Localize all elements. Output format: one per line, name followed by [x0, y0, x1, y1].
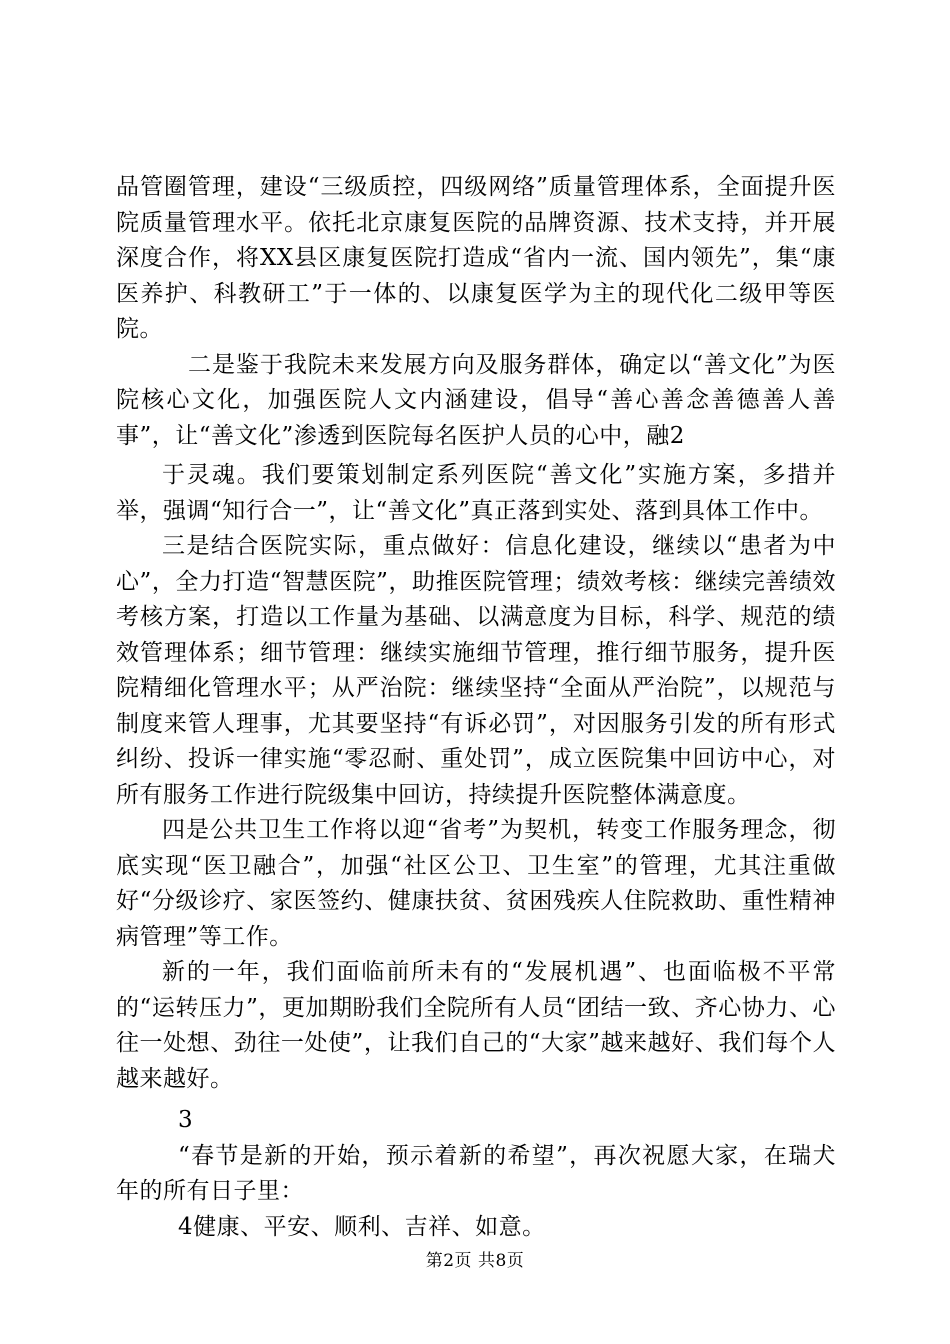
- paragraph-spring-festival: “春节是新的开始，预示着新的希望”，再次祝愿大家，在瑞犬年的所有日子里：: [116, 1142, 836, 1204]
- paragraph-hospital-practice: 三是结合医院实际，重点做好：信息化建设，继续以“患者为中心”，全力打造“智慧医院”，助推医院管理；绩效考核：继续完善绩效考核方案，打造以工作量为基础、以满意度为目标，科学、规范的绩效管理体系；细节管理：继续实施细节管理，推行细节服务，提升医院精细化管理水平；从严治院：继续坚持“全面从严治院”，以规范与制度来管人理事，尤其要坚持“有诉必罚”，对因服务引发的所有形式纠纷、投诉一律实施“零忍耐、重处罚”，成立医院集中回访中心，对所有服务工作进行院级集中回访，持续提升医院整体满意度。: [116, 533, 836, 808]
- paragraph-new-year: 新的一年，我们面临前所未有的“发展机遇”、也面临极不平常的“运转压力”，更加期盼我们全院所有人员“团结一致、齐心协力、心往一处想、劲往一处使”，让我们自己的“大家”越来越好、我们每个人越来越好。: [116, 959, 836, 1092]
- document-body: [116, 170, 836, 1245]
- paragraph-quality-management: 品管圈管理，建设“三级质控，四级网络”质量管理体系，全面提升医院质量管理水平。依托北京康复医院的品牌资源、技术支持，并开展深度合作，将XX县区康复医院打造成“省内一流、国内领先”，集“康医养护、科教研工”于一体的、以康复医学为主的现代化二级甲等医院。: [116, 174, 836, 342]
- page-number-footer: 第2页 共8页: [425, 1251, 525, 1271]
- paragraph-culture: 二是鉴于我院未来发展方向及服务群体，确定以“善文化”为医院核心文化，加强医院人文内涵建设，倡导“善心善念善德善人善事”，让“善文化”渗透到医院每名医护人员的心中，融2: [116, 351, 836, 449]
- paragraph-culture-continued: 于灵魂。我们要策划制定系列医院“善文化”实施方案，多措并举，强调“知行合一”，让“善文化”真正落到实处、落到具体工作中。: [116, 462, 836, 524]
- paragraph-wishes: 4健康、平安、顺利、吉祥、如意。: [178, 1213, 546, 1240]
- paragraph-public-health: 四是公共卫生工作将以迎“省考”为契机，转变工作服务理念，彻底实现“医卫融合”，加强“社区公卫、卫生室”的管理，尤其注重做好“分级诊疗、家医签约、健康扶贫、贫困残疾人住院救助、重性精神病管理”等工作。: [116, 817, 836, 950]
- paragraph-marker-3: 3: [178, 1107, 194, 1133]
